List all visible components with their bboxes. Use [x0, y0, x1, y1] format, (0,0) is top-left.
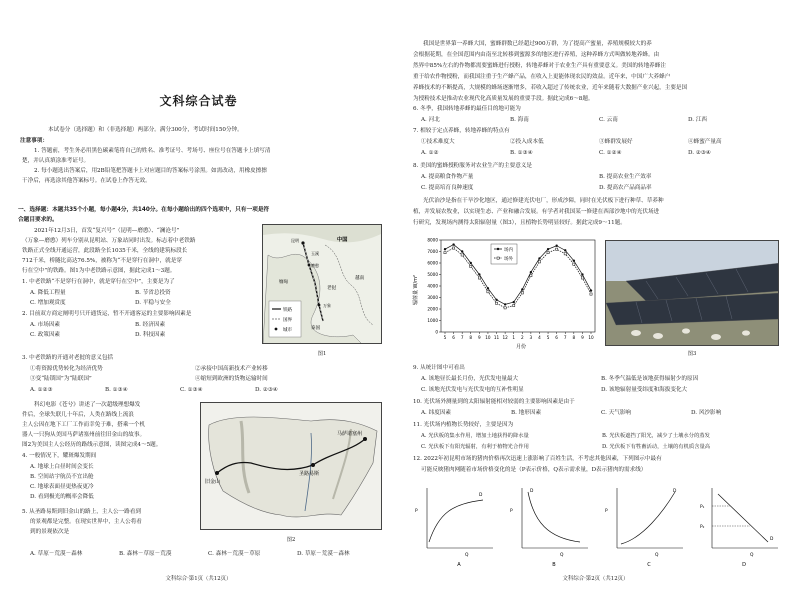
notice-2b: 干净后，再选涂其他答案标号。在试卷上作答无效。 [22, 178, 151, 184]
data-point [513, 301, 515, 303]
option[interactable]: D. 风沙影响 [691, 410, 722, 416]
option[interactable]: B. ①③④ [105, 387, 128, 393]
right-page [397, 0, 794, 605]
exam-intro: 本试卷分（选择题）和（非选择题）两部分。满分300分，考试时间150分钟。 [48, 127, 243, 133]
question-12-graphs [413, 482, 783, 568]
x-tick-label: 2 [520, 335, 524, 340]
data-point [452, 243, 454, 245]
x-tick-label: 10 [485, 335, 491, 340]
passage3-line: 会根据花期，在全国范围内由南至北转移到蜜源多的地区进行养殖，这种养蜂方式叫做转地养蜂。由 [413, 52, 660, 58]
statement: ②承接中国高新技术产业转移 [195, 366, 268, 372]
svg-text:Q: Q [560, 553, 564, 558]
data-point [547, 252, 549, 254]
graph-d [700, 488, 778, 568]
option[interactable]: B. 森林－草原－荒漠 [119, 551, 172, 557]
exam-title: 文科综合试卷 [159, 94, 238, 108]
question-8: 8. 美国的蜜蜂授粉服务对农业生产的主要意义是 [413, 163, 532, 169]
x-tick-label: 11 [493, 335, 500, 340]
data-point [530, 275, 532, 277]
x-tick-label: 9 [581, 335, 584, 340]
option[interactable]: C. 提高培育良种速度 [421, 185, 474, 191]
svg-text:P: P [510, 509, 513, 514]
x-tick-label: 5 [443, 335, 447, 340]
solar-farm-photo [605, 240, 779, 346]
passage3-line: 我国是世界第一养蜂大国，蜜蜂群数已经超过900万群，为了提高产蜜量，养殖规模较大的养 [423, 41, 652, 47]
option[interactable]: A. 降低工程量 [30, 290, 66, 296]
option[interactable]: A. 光伏板的集水作用，增加土地获得的降水量 [421, 433, 529, 439]
option[interactable]: D. 江西 [688, 117, 708, 123]
question-2-options [30, 321, 240, 330]
chart-legend [491, 244, 517, 264]
option[interactable]: B. 冬季气温低是该地获得辐射少的原因 [601, 376, 699, 382]
option[interactable]: B. 海南 [510, 117, 529, 123]
x-tick-label: 12 [502, 335, 508, 340]
x-tick-label: 6 [452, 335, 455, 340]
map2-label: 圣路易斯 [299, 471, 320, 477]
passage1-line: 2021年12月3日，首发“复兴号”（昆明—磨憨）、“澜沧号” [34, 228, 180, 234]
question-2: 2. 目前双方商定阐明号只开通货运，暂不开通客运的主要影响因素是 [22, 311, 192, 317]
data-point [495, 302, 497, 304]
question-10: 10. 光伏场外测量到的太阳辐射能相对较弱的主要影响因素是由于 [413, 399, 575, 405]
svg-text:D: D [479, 493, 483, 498]
notice-1a: 1. 答题前，考生务必用黑色碳素笔将自己的姓名、准考证号、考场号、座位号在答题卡上填写清 [34, 148, 271, 154]
option[interactable]: B. 经济因素 [135, 322, 166, 328]
graph-a [415, 488, 493, 568]
passage3-line: 为授粉技术是推动农业现代化高质量发展的重要手段。据此完成6～8题。 [413, 96, 594, 102]
passage2-line: 件后，全球失联几十年后，人类在路线上流浪 [22, 412, 134, 418]
option[interactable]: A. ①②③ [30, 387, 53, 393]
data-point [538, 261, 540, 263]
graph-c [605, 488, 683, 568]
question-1-options [30, 289, 240, 298]
option[interactable]: D. 该地辐射量受纬度和海拔变化大 [601, 387, 688, 393]
passage4-line: 光伏治沙是指在干旱沙化地区，通过修建光伏电厂，形成沙障，同时在光伏板下进行种草、草养种 [423, 198, 664, 204]
question-5-options [30, 550, 386, 559]
data-point [521, 288, 523, 290]
map1-label: 越南 [355, 276, 365, 281]
data-point [581, 277, 583, 279]
notice-heading: 注意事项： [20, 138, 48, 144]
map1-label: 缅甸 [279, 280, 289, 285]
figure-3-caption: 图3 [687, 351, 697, 357]
option[interactable]: D. 看到极光的概率会降低 [30, 494, 94, 500]
question-5: 的景观都是完整。在现实世界中，主人公将看 [30, 519, 142, 525]
x-tick-label: 1 [512, 335, 516, 340]
passage1-line: 712千米，桥隧比高达76.5%，被称为“不是穿行在洞中，就是穿 [22, 258, 182, 264]
option[interactable]: C. 地球表面昼更热夜更冷 [30, 484, 94, 490]
notice-1b: 楚，并认真填涂准考证号。 [22, 158, 90, 164]
data-point [513, 304, 515, 306]
map2-label: 旧金山 [205, 479, 221, 485]
data-point [504, 303, 506, 305]
question-11: 11. 光伏场内植物长势较好，主要是因为 [413, 422, 514, 428]
x-tick-label: 3 [529, 335, 533, 340]
data-point [478, 273, 480, 275]
option[interactable]: A. 河北 [421, 117, 440, 123]
graph-letter: B [552, 562, 556, 568]
option[interactable]: C. 森林－荒漠－草原 [208, 551, 261, 557]
map1-label: 玉溪 [311, 251, 319, 256]
passage2-line: 科幻电影《苍兮》讲述了一次超级理想爆发 [34, 402, 141, 408]
option[interactable]: A. ①② [421, 150, 439, 156]
passage1-line: （万象—磨憨）列车分别从昆明站、万象站同时出发。标志着中老铁路 [22, 238, 196, 244]
statement: ②投入成本低 [510, 139, 544, 145]
y-tick-label: 7000 [427, 249, 438, 254]
series-line-2 [445, 248, 591, 308]
option[interactable]: D. 光伏板下有牲畜活动，土壤的有机质含量高 [602, 444, 711, 450]
option[interactable]: C. 光伏板下有阳光辐射，有利于植物光合作用 [421, 444, 529, 450]
question-3-options [30, 386, 330, 395]
option[interactable]: C. 政策因素 [30, 332, 61, 338]
map1-label: 磨憨 [311, 263, 319, 268]
section-heading: 一、选择题：本题共35个小题，每小题4分，共140分。在每小题给出的四个选项中，只有一项是符 [18, 207, 270, 213]
data-point [470, 265, 472, 267]
svg-text:P₂: P₂ [700, 525, 705, 530]
data-point [590, 289, 592, 291]
question-1-options [30, 299, 240, 308]
option[interactable]: B. 提高农业生产效率 [599, 174, 652, 180]
data-point [547, 248, 549, 250]
statement: ③蜂群发展好 [599, 139, 633, 145]
question-6: 6. 冬季，我国转地养蜂的最佳目的地可能为 [413, 106, 521, 112]
data-point [495, 299, 497, 301]
x-tick-label: 5 [546, 335, 550, 340]
question-1: 1. 中老铁路“不是穿行在洞中，就是穿行在空中”，主要是为了 [22, 279, 175, 285]
question-7-items [421, 138, 777, 147]
graph-b [510, 488, 588, 568]
map1-label: 昆明 [291, 238, 299, 243]
figure-1-caption: 图1 [317, 351, 327, 357]
question-2-options [30, 331, 240, 340]
option[interactable]: B. 光伏板遮挡了阳光，减少了土壤水分的蒸发 [602, 433, 710, 439]
section-heading-2: 合题目要求的。 [18, 217, 58, 223]
data-point [444, 248, 446, 250]
chart-y-label: 辐射量 W/m² [413, 274, 419, 306]
data-point [530, 271, 532, 273]
statement: ④缩短到欧洲的货物运输时间 [195, 376, 268, 382]
data-point [478, 277, 480, 279]
question-9: 9. 从统计图中可看出 [413, 365, 465, 371]
figure-1-map [262, 224, 382, 344]
data-point [487, 291, 489, 293]
option[interactable]: D. 提高农产品商品率 [599, 185, 652, 191]
question-7-options [421, 149, 777, 158]
x-tick-label: 6 [555, 335, 558, 340]
map1-label: 泰国 [311, 326, 321, 331]
y-tick-label: 0 [435, 329, 438, 335]
passage1-line: 铁路正式全线开通运营，此段路全长1035千米，全线的建筑标段长 [22, 248, 188, 254]
data-point [461, 254, 463, 256]
question-3-items [30, 375, 360, 384]
map1-legend-city: 城市 [283, 328, 292, 333]
passage3-line: 然界中85%左右的作物都需要蜜蜂进行授粉，转地养蜂对于农业生产具有重要意义。美国的转地养蜂注 [413, 63, 666, 69]
x-tick-label: 4 [538, 335, 541, 340]
option[interactable]: A. 纬度因素 [421, 410, 451, 416]
question-8-options [421, 184, 777, 193]
question-5: 到的景观依次是 [30, 529, 70, 535]
y-tick-label: 4000 [427, 283, 438, 289]
option[interactable]: D. ②③④ [688, 150, 711, 156]
notice-2a: 2. 每小题选出答案后，用2B铅笔把答题卡上对应题目的答案标号涂黑。如需改动，用橡皮擦擦 [34, 168, 267, 174]
option[interactable]: D. 科技因素 [135, 332, 166, 338]
passage2-line: 图2为美国主人公经历的路线示意图，读图完成4～5题。 [22, 442, 162, 448]
x-tick-label: 7 [563, 335, 567, 340]
page-footer: 文科综合·第1页（共12页） [165, 576, 232, 582]
x-tick-label: 9 [478, 335, 481, 340]
data-point [581, 273, 583, 275]
data-point [590, 293, 592, 295]
question-8-options [421, 173, 777, 182]
passage4-line: 植，并发展农牧业，以实现生态、产业和融合发展。有学者对我国某一修建在西部沙地中的光伏场进 [413, 209, 660, 215]
question-3-items [30, 365, 360, 374]
data-point [461, 250, 463, 252]
passage2-line: 主人公因在地下工厂工作而幸免于难，搭乘一个机 [22, 422, 146, 428]
statement: ①技术难度大 [421, 139, 455, 145]
option[interactable]: A. 提高粮食作物产量 [421, 174, 474, 180]
question-9-options [421, 375, 781, 384]
question-11-options [421, 432, 783, 441]
x-tick-label: 8 [469, 335, 473, 340]
question-6-options [421, 116, 777, 125]
y-tick-label: 1000 [427, 318, 438, 323]
question-7: 7. 相较于定点养蜂，转地养蜂的特点有 [413, 128, 510, 134]
y-tick-label: 3000 [427, 295, 438, 300]
svg-text:D: D [673, 489, 677, 494]
data-point [444, 252, 446, 254]
option[interactable]: C. 增加观赏度 [30, 300, 66, 306]
option[interactable]: A. 该地昼长最长月份，光伏发电量最大 [421, 376, 519, 382]
option[interactable]: A. 地球上白昼时间会变长 [30, 464, 94, 470]
option[interactable]: C. 云南 [599, 117, 618, 123]
map1-legend-rail: 铁路 [283, 308, 292, 313]
svg-text:Q: Q [655, 553, 659, 558]
svg-text:P₁: P₁ [700, 505, 705, 510]
figure-2-map [200, 402, 382, 530]
data-point [504, 307, 506, 309]
map1-label: 老挝 [327, 286, 337, 291]
option[interactable]: C. ①③④ [180, 387, 203, 393]
data-point [470, 262, 472, 264]
data-point [564, 249, 566, 251]
option[interactable]: D. 平稳与安全 [135, 300, 171, 306]
y-tick-label: 6000 [427, 260, 438, 266]
passage3-line: 养蜂技术的不断提高，大规模的蜂场逐渐增多，若收入超过了传统农业，近年来随着大数据产业兴起，主要是国 [413, 85, 688, 91]
x-tick-label: 7 [460, 335, 464, 340]
x-tick-label: 8 [572, 335, 576, 340]
series-line-1 [445, 245, 591, 305]
passage3-line: 重于给农作物授粉，而我国注重于生产蜂产品，在收入上更能体现农民的效益。近年来，中国广大养蜂户 [413, 74, 671, 80]
x-tick-label: 10 [588, 335, 594, 340]
option[interactable]: C. ①②④ [599, 150, 622, 156]
option[interactable]: B. 空间站宇航员不宜出舱 [30, 474, 94, 480]
option[interactable]: D. ②③④ [255, 387, 278, 393]
page-footer: 文科综合·第2页（共12页） [562, 576, 629, 582]
question-12: 12. 2022年初昆明市场的猪肉价格再次迅速上涨影响了百姓生活，不考虑其他因素，下列图示中最有 [413, 456, 662, 462]
data-point [573, 263, 575, 265]
legend-series-2: 场外 [504, 257, 514, 262]
data-point [538, 257, 540, 259]
y-tick-label: 2000 [427, 306, 438, 312]
option[interactable]: C. 该地光伏发电与光伏发电的互补性明显 [421, 387, 524, 393]
y-tick-label: 5000 [427, 272, 438, 277]
passage2-line: 器人一只狗从美国马萨诸塞州前往旧金山的故事。 [22, 432, 146, 438]
legend-series-1: 场内 [504, 248, 514, 253]
svg-text:D: D [770, 537, 774, 542]
option[interactable]: B. 地形因素 [511, 410, 542, 416]
question-9-options [421, 386, 781, 395]
svg-text:P: P [605, 509, 608, 514]
question-12: 可能反映猪肉网随着市场价格变化的是（P表示价格，Q表示需求量，D表示猪肉的需求线） [421, 467, 647, 473]
data-point [487, 287, 489, 289]
statement: ①将资源优势转化为经济优势 [30, 366, 103, 372]
svg-text:Q: Q [465, 553, 469, 558]
question-11-options [421, 443, 783, 452]
passage1-line: 行在空中”的铁路。图1为中老铁路示意图，据此完成1～3题。 [22, 268, 176, 274]
statement: ④蜂蜜产量高 [688, 139, 722, 145]
map1-label: 中国 [337, 237, 348, 243]
option[interactable]: B. ①③④ [510, 150, 533, 156]
option[interactable]: A. 草原－荒漠－森林 [30, 551, 83, 557]
chart-x-label: 月份 [515, 344, 527, 350]
option[interactable]: C. 天气影响 [601, 410, 632, 416]
figure-2-caption: 图2 [286, 537, 296, 543]
data-point [573, 260, 575, 262]
y-tick-label: 8000 [427, 237, 438, 243]
data-point [452, 247, 454, 249]
option[interactable]: D. 草原－荒漠－森林 [297, 551, 350, 557]
question-5: 5. 从圣路易斯到旧金山的路上，主人公一路看到 [22, 509, 141, 515]
map2-label: 马萨诸塞州 [337, 431, 363, 437]
graph-letter: A [457, 562, 461, 568]
map1-label: 万象 [323, 303, 331, 308]
data-point [521, 292, 523, 294]
graph-letter: D [742, 562, 746, 568]
svg-text:P: P [415, 509, 418, 514]
svg-text:D: D [530, 489, 534, 494]
statement: ③变“陆锁国”为“陆联国” [30, 376, 92, 382]
option[interactable]: B. 节省总投资 [135, 290, 171, 296]
option[interactable]: A. 市场因素 [30, 322, 60, 328]
figure-3-chart [411, 232, 601, 350]
data-point [555, 245, 557, 247]
question-10-options [421, 409, 781, 418]
graph-letter: C [647, 562, 651, 568]
svg-text:Q: Q [750, 553, 754, 558]
question-3: 3. 中老铁路的开通对老挝的意义包括 [22, 355, 114, 361]
data-point [564, 253, 566, 255]
passage4-line: 行研究，发现场内测得太阳辐射量（图3），且植物长势明显较好。据此完成9～11题。 [413, 220, 626, 226]
data-point [556, 248, 558, 250]
map1-legend-border: 国界 [283, 318, 292, 323]
question-4: 4. 一般情况下，耀斑爆发期间 [22, 453, 97, 459]
